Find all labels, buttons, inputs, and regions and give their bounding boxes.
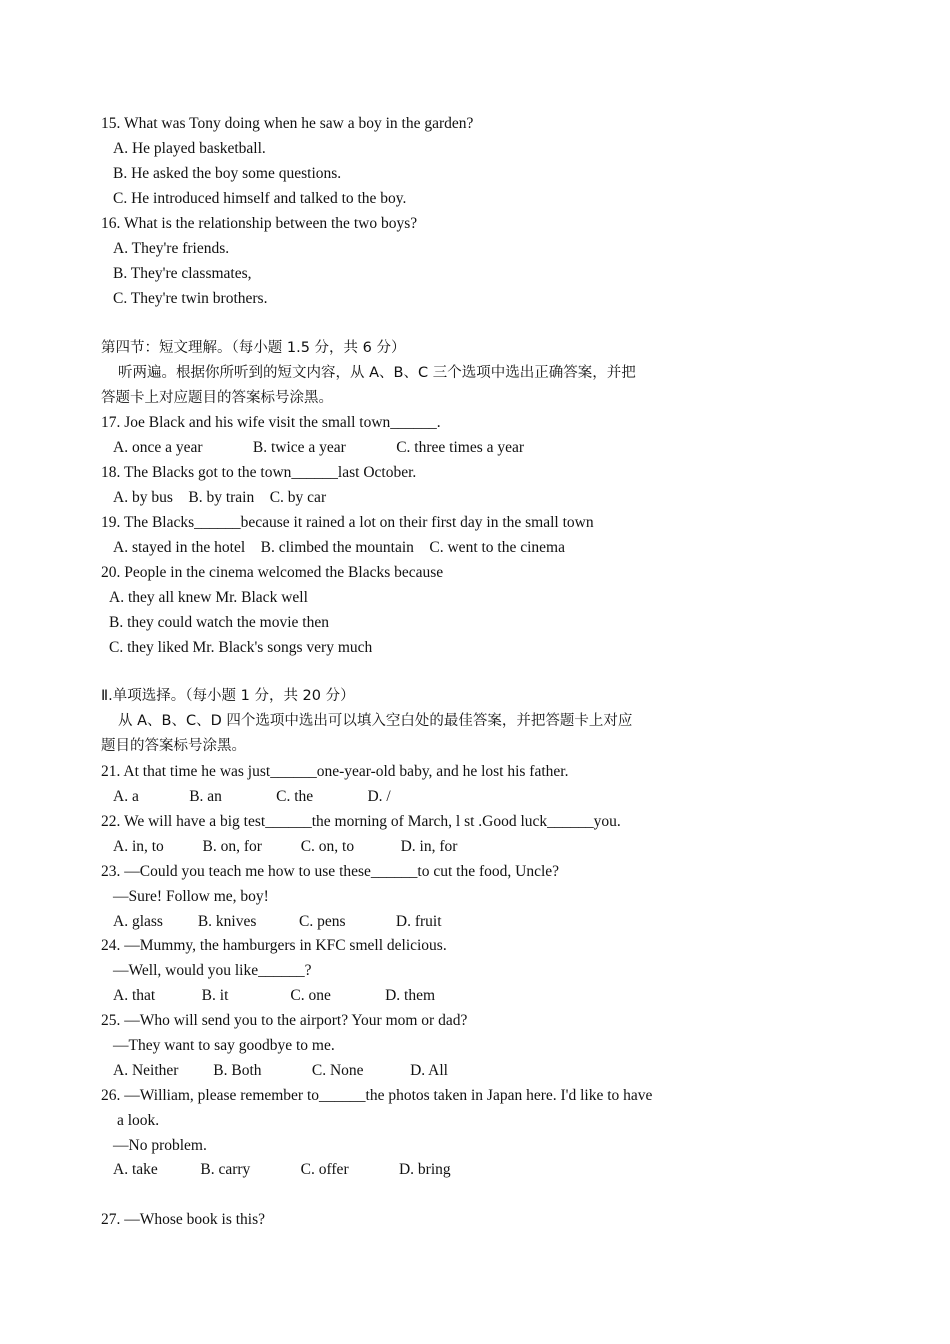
option-15c: C. He introduced himself and talked to the boy.: [113, 190, 407, 207]
question-16: 16. What is the relationship between the two boys?: [101, 215, 418, 232]
question-26: 26. —William, please remember to______the photos taken in Japan here. I'd like to have: [101, 1087, 653, 1104]
question-20: 20. People in the cinema welcomed the Blacks because: [101, 564, 444, 581]
question-25: 25. —Who will send you to the airport? Your mom or dad?: [101, 1012, 468, 1029]
question-15: 15. What was Tony doing when he saw a boy in the garden?: [101, 115, 474, 132]
question-21: 21. At that time he was just______one-year-old baby, and he lost his father.: [101, 763, 569, 780]
question-24-reply: —Well, would you like______?: [113, 962, 312, 979]
question-25-reply: —They want to say goodbye to me.: [113, 1037, 335, 1054]
option-16a: A. They're friends.: [113, 240, 230, 257]
options-18: A. by bus B. by train C. by car: [113, 489, 327, 506]
part-2-instructions: 从 A、B、C、D 四个选项中选出可以填入空白处的最佳答案，并把答题卡上对应: [118, 713, 633, 729]
question-17: 17. Joe Black and his wife visit the small town______.: [101, 414, 441, 431]
question-19: 19. The Blacks______because it rained a lot on their first day in the small town: [101, 514, 594, 531]
options-26: A. take B. carry C. offer D. bring: [113, 1161, 451, 1178]
options-23: A. glass B. knives C. pens D. fruit: [113, 913, 442, 930]
section-4-instructions: 听两遍。根据你所听到的短文内容，从 A、B、C 三个选项中选出正确答案，并把: [118, 365, 636, 381]
option-20c: C. they liked Mr. Black's songs very much: [109, 639, 373, 656]
option-16c: C. They're twin brothers.: [113, 290, 268, 307]
options-19: A. stayed in the hotel B. climbed the mountain C. went to the cinema: [113, 539, 565, 556]
options-24: A. that B. it C. one D. them: [113, 987, 436, 1004]
options-17: A. once a year B. twice a year C. three times a year: [113, 439, 525, 456]
option-16b: B. They're classmates,: [113, 265, 252, 282]
question-26-cont: a look.: [117, 1112, 160, 1129]
question-26-reply: —No problem.: [113, 1137, 207, 1154]
question-23: 23. —Could you teach me how to use these______to cut the food, Uncle?: [101, 863, 560, 880]
question-22: 22. We will have a big test______the morning of March, l st .Good luck______you.: [101, 813, 621, 830]
question-24: 24. —Mummy, the hamburgers in KFC smell delicious.: [101, 937, 447, 954]
part-2-heading: Ⅱ.单项选择。（每小题 1 分，共 20 分）: [101, 688, 355, 704]
section-4-heading: 第四节：短文理解。（每小题 1.5 分，共 6 分）: [101, 340, 406, 356]
question-23-reply: —Sure! Follow me, boy!: [113, 888, 269, 905]
question-27: 27. —Whose book is this?: [101, 1211, 266, 1228]
option-15b: B. He asked the boy some questions.: [113, 165, 342, 182]
options-21: A. a B. an C. the D. /: [113, 788, 391, 805]
question-18: 18. The Blacks got to the town______last October.: [101, 464, 417, 481]
section-4-instructions-cont: 答题卡上对应题目的答案标号涂黑。: [101, 390, 333, 406]
option-20b: B. they could watch the movie then: [109, 614, 329, 631]
option-20a: A. they all knew Mr. Black well: [109, 589, 308, 606]
options-22: A. in, to B. on, for C. on, to D. in, for: [113, 838, 458, 855]
options-25: A. Neither B. Both C. None D. All: [113, 1062, 448, 1079]
option-15a: A. He played basketball.: [113, 140, 266, 157]
part-2-instructions-cont: 题目的答案标号涂黑。: [101, 738, 246, 754]
